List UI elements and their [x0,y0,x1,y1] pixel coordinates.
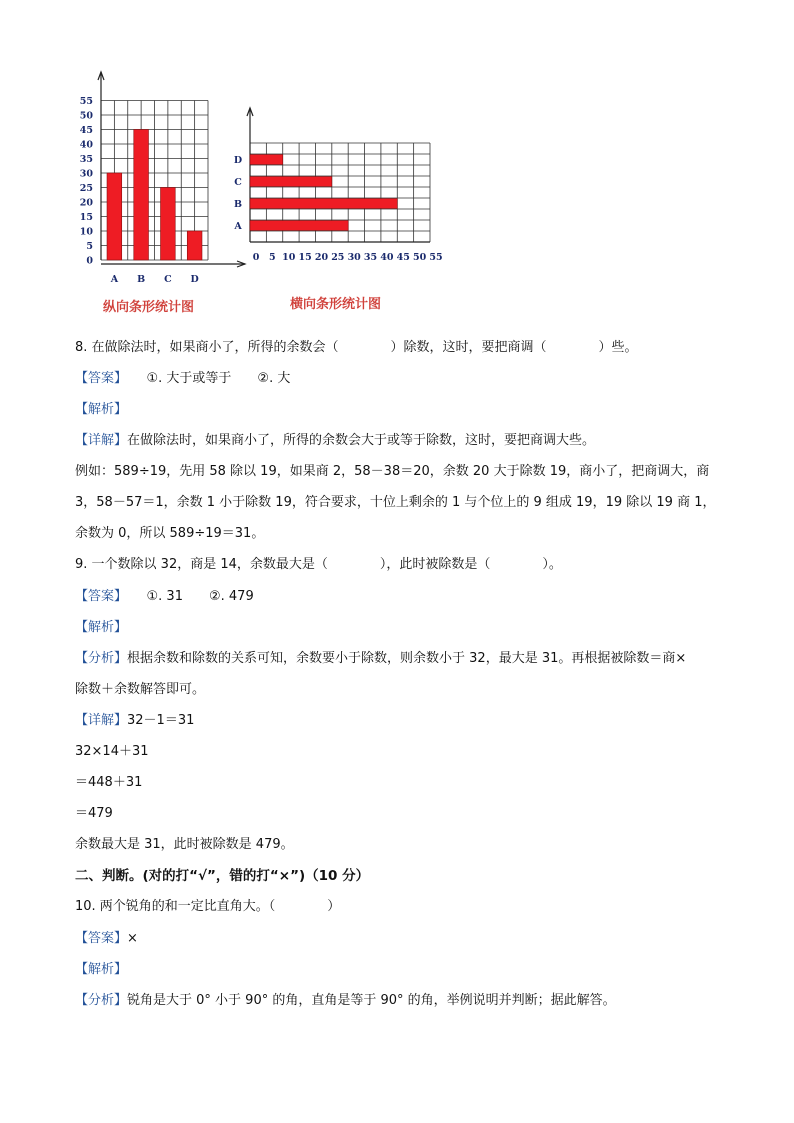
h-x-tick-label: 55 [429,252,443,263]
v-bar [187,231,202,260]
v-x-tick-label: C [164,274,172,285]
q10-analysis-label: 【解析】 [75,962,128,977]
q10-question: 10. 两个锐角的和一定比直角大。（ ） [75,899,341,914]
h-y-tick-label: C [234,176,242,188]
q8-detail: 【详解】在做除法时，如果商小了，所得的余数会大于或等于除数，这时，要把商调大些。 [75,433,596,448]
v-y-tick-label: 0 [86,255,93,267]
h-x-tick-label: 30 [347,252,361,263]
q10-answer: 【答案】× [75,931,138,946]
v-y-tick-label: 5 [86,241,93,252]
v-bar [161,188,176,261]
section-two-heading: 二、判断。(对的打“√”，错的打“×”)（10 分） [75,868,370,884]
q8-question: 8. 在做除法时，如果商小了，所得的余数会（ ）除数，这时，要把商调（ ）些。 [75,340,638,355]
q9-calc-line-2: ＝448＋31 [75,775,143,790]
h-y-tick-label: D [233,154,243,166]
h-x-tick-label: 40 [380,252,394,263]
q8-example-line-3: 余数为 0，所以 589÷19＝31。 [75,526,265,541]
v-y-tick-label: 45 [79,125,93,136]
v-x-tick-label: A [110,274,119,285]
h-x-tick-label: 20 [314,252,329,263]
v-y-tick-label: 30 [79,168,93,180]
h-x-tick-label: 15 [298,252,312,263]
q9-detail: 【详解】32－1＝31 [75,713,195,728]
h-x-tick-label: 50 [413,252,427,263]
q9-analysis-line-1: 【分析】根据余数和除数的关系可知，余数要小于除数，则余数小于 32，最大是 31。再根据被除数＝商× [75,651,687,666]
v-x-tick-label: D [190,274,199,285]
v-y-tick-label: 10 [79,226,93,238]
q9-answer: 【答案】 ①. 31 ②. 479 [75,589,254,604]
h-x-tick-label: 10 [282,252,296,263]
v-y-tick-label: 25 [79,183,93,194]
q8-answer: 【答案】 ①. 大于或等于 ②. 大 [75,371,291,386]
h-x-tick-label: 45 [396,252,410,263]
v-y-tick-label: 15 [79,212,93,223]
q9-calc-line-3: ＝479 [75,806,113,821]
q10-analysis: 【分析】锐角是大于 0° 小于 90° 的角，直角是等于 90° 的角，举例说明并判断；据此解答。 [75,993,616,1008]
q9-calc-line-1: 32×14＋31 [75,744,149,759]
q9-conclusion: 余数最大是 31，此时被除数是 479。 [75,837,294,852]
q9-analysis-label: 【解析】 [75,620,128,635]
v-y-tick-label: 50 [79,110,93,122]
h-bar [250,155,283,165]
h-x-tick-label: 35 [363,252,378,263]
h-bar [250,177,332,187]
h-x-tick-label: 0 [252,252,260,263]
v-y-tick-label: 20 [79,197,93,209]
horizontal-chart-title: 横向条形统计图 [290,297,382,312]
q9-analysis-line-2: 除数＋余数解答即可。 [75,682,206,697]
h-x-tick-label: 5 [269,252,276,263]
h-y-tick-label: B [233,198,243,210]
h-bar [250,199,397,209]
q9-question: 9. 一个数除以 32，商是 14，余数最大是（ ），此时被除数是（ ）。 [75,557,562,572]
q8-analysis-label: 【解析】 [75,402,128,417]
v-y-tick-label: 55 [79,96,93,107]
v-y-tick-label: 40 [79,139,93,151]
q8-example-line-1: 例如：589÷19，先用 58 除以 19，如果商 2，58－38＝20，余数 20 大于除数 19，商小了，把商调大，商 [75,464,710,479]
q8-example-line-2: 3，58－57＝1，余数 1 小于除数 19，符合要求，十位上剩余的 1 与个位上的 9 组成 19，19 除以 19 商 1， [75,495,716,510]
h-y-tick-label: A [234,220,242,232]
h-bar [250,221,348,231]
h-x-tick-label: 25 [331,252,345,263]
v-bar [107,173,122,260]
bar-charts [0,0,794,330]
vertical-chart-title: 纵向条形统计图 [103,300,195,315]
v-x-tick-label: B [137,274,146,285]
v-y-tick-label: 35 [79,154,93,165]
v-bar [134,130,149,261]
